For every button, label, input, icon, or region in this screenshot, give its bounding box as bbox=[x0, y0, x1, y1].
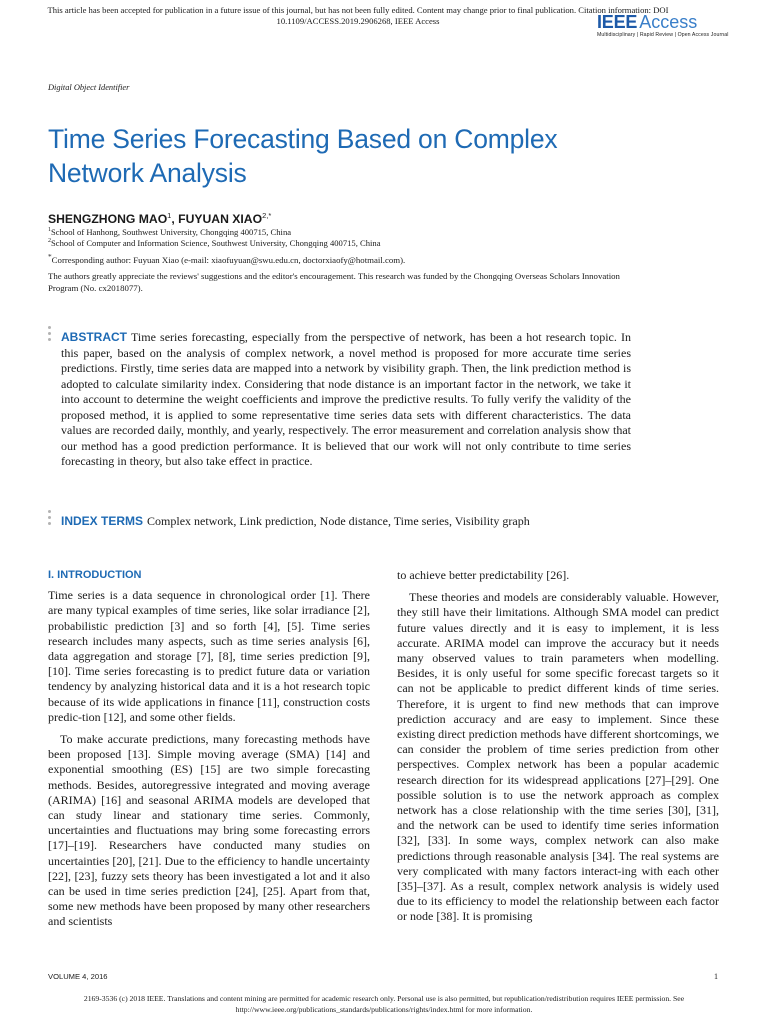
affiliation-2-marker: 2 bbox=[48, 238, 51, 244]
index-terms-label: INDEX TERMS bbox=[61, 514, 144, 528]
journal-notice bbox=[40, 5, 676, 27]
author-1: SHENGZHONG MAO bbox=[48, 212, 168, 227]
corresponding-text: Corresponding author: Fuyuan Xiao (e-mail: xiaofuyuan@swu.edu.cn, doctorxiaofy@hotmail.com). bbox=[51, 254, 406, 265]
copyright-notice bbox=[20, 994, 748, 1015]
abstract-text: Time series forecasting, especially from the perspective of network, has been a hot research topic. In this paper, based on the analysis of complex network, a novel method is proposed for more accurate time series predictions. Firstly, time series data are mapped into a network by visibility graph. Then, the link prediction method is adopted to calculate similarity index. Considering that node distance is an important factor in the network, we take it into account to determine the weight coefficients and improve the predictive results. To fully verify the validity of the proposed method, it is applied to some representative time series data sets with different characteristics. The data values are recorded daily, monthly, and yearly, respectively. The error measurement and correlation analysis show that our method has a good prediction performance. It is believed that our work will not only contribute to time series forecasting in theory, but also take effect in practice. bbox=[61, 330, 631, 468]
affiliation-1-marker: 1 bbox=[48, 227, 51, 233]
intro-paragraph-2-continued: to achieve better predictability [26]. bbox=[397, 568, 570, 582]
ieee-access-logo bbox=[597, 12, 729, 52]
abstract-block bbox=[61, 330, 631, 470]
journal-notice-line1: This article has been accepted for publication in a future issue of this journal, but has not been fully edited. Content may change prior to final publication. Citation information: DOI bbox=[47, 5, 669, 15]
body-column-right bbox=[397, 568, 719, 925]
author-separator: , bbox=[171, 212, 179, 227]
volume-label: VOLUME 4, 2016 bbox=[48, 972, 108, 981]
section-heading-introduction: I. INTRODUCTION bbox=[48, 569, 142, 581]
author-list bbox=[48, 211, 271, 226]
index-terms-marker-dots bbox=[48, 510, 52, 528]
affiliation-2-text: School of Computer and Information Science, Southwest University, Chongqing 400715, China bbox=[51, 237, 381, 248]
logo-ieee-text: IEEE bbox=[597, 12, 638, 32]
author-1-affil: 1 bbox=[167, 211, 172, 220]
intro-paragraph-3: These theories and models are considerably valuable. However, they still have their limitations. Although SMA model can predict future values directly and it is easy to implement, it is less accurate. ARIMA model can improve the accuracy but it needs many observed values to train parameters when modelling. Besides, it is only useful for some specific forecast targets so it can not be applicable to predict different kinds of time series. Therefore, it is urgent to find new methods that can improve prediction accuracy and are easy to implement. Since these existing direct prediction methods have different shortcomings, we can consider the problem of time series prediction from other perspectives. Complex network has been a popular academic research direction for its widespread applications [27]–[29]. One possible solution is to use the network approach as complex network has a close relationship with the time series [30], [31], and the network can be used to identify time series information [32], [33]. In some ways, complex network can also make predictions through reasonable analysis [34]. The real systems are very complicated with many factors interact-ing with each other [35]–[37]. As a result, complex network analysis is widely used due to its efficiency to model the relationship between each factor or node [38]. It is promising bbox=[397, 590, 719, 924]
author-2: FUYUAN XIAO bbox=[178, 212, 263, 227]
corresponding-marker: * bbox=[48, 252, 52, 261]
logo-tagline: Multidisciplinary | Rapid Review | Open Access Journal bbox=[597, 32, 729, 38]
index-terms-text: Complex network, Link prediction, Node distance, Time series, Visibility graph bbox=[147, 514, 530, 528]
affiliation-2 bbox=[48, 236, 381, 249]
affiliation-1-text: School of Hanhong, Southwest University, Chongqing 400715, China bbox=[51, 226, 292, 237]
page-number: 1 bbox=[714, 972, 718, 981]
intro-paragraph-1: Time series is a data sequence in chronological order [1]. There are many typical examples of time series, like solar irradiance [2], probabilistic prediction [3] and so forth [4], [5]. Time series research includes many aspects, such as time series analysis [6], data aggregation and storage [7], [8], time series prediction [9], [10]. Time series forecasting is to predict future data or variation tendency by analyzing historical data and it is a hot research topic because of its wide applications in finance [11], construction costs predic-tion [12], and some other fields. bbox=[48, 588, 370, 724]
abstract-marker-dots bbox=[48, 326, 52, 344]
acknowledgment: The authors greatly appreciate the reviews' suggestions and the editor's encouragement. This research was funded by the Chongqing Overseas Scholars Innovation Program (No. cx2018077). bbox=[48, 271, 620, 293]
index-terms-block bbox=[61, 514, 530, 529]
journal-notice-line2: 10.1109/ACCESS.2019.2906268, IEEE Access bbox=[276, 16, 440, 26]
corresponding-author bbox=[48, 252, 405, 265]
logo-access-text: Access bbox=[639, 12, 698, 32]
intro-paragraph-2: To make accurate predictions, many forecasting methods have been proposed [13]. Simple moving average (SMA) [14] and exponential smoothing (ES) [15] are two simple forecasting methods. Besides, autoregressive integrated and moving average (ARIMA) [16] and seasonal ARIMA models are developed that can study linear and stationary time series. Commonly, uncertainties and fluctuations may bring some forecasting errors [17]–[19]. Researchers have conducted many studies on uncertainties [20], [21]. Due to the efficiency to handle uncertainty [22], [23], fuzzy sets theory has been investigated a lot and it also can be used in time series prediction [24], [25]. Apart from that, some new methods have been proposed by many other researchers and scientists bbox=[48, 732, 370, 929]
paper-title: Time Series Forecasting Based on Complex Network Analysis bbox=[48, 124, 558, 188]
body-column-left bbox=[48, 568, 370, 930]
author-2-affil: 2,* bbox=[262, 211, 272, 220]
abstract-label: ABSTRACT bbox=[61, 330, 127, 344]
copyright-line1: 2169-3536 (c) 2018 IEEE. Translations and content mining are permitted for academic research only. Personal use is also permitted, but republication/redistribution requires IEEE permission. See bbox=[83, 994, 685, 1003]
doi-identifier: Digital Object Identifier bbox=[48, 83, 130, 92]
copyright-line2: http://www.ieee.org/publications_standards/publications/rights/index.html for more information. bbox=[235, 1004, 533, 1014]
